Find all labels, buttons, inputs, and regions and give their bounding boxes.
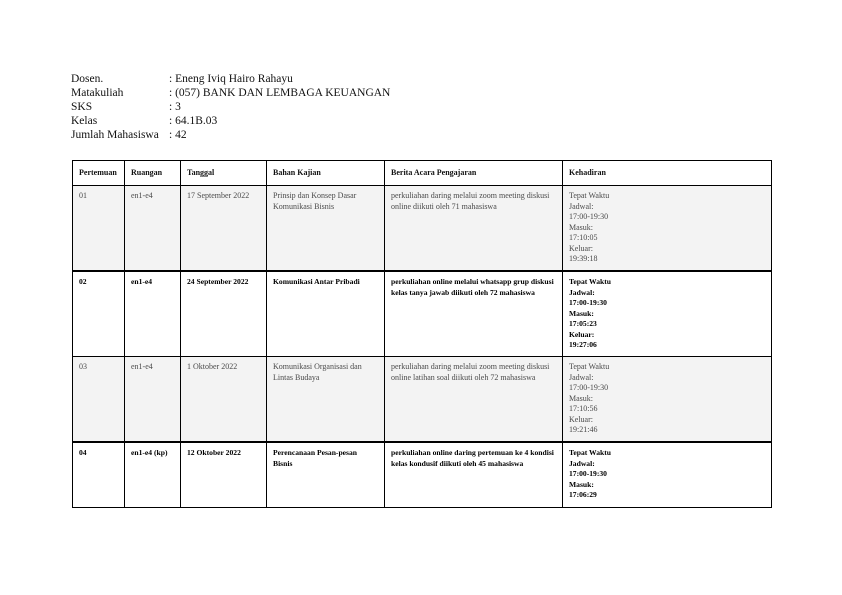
kehadiran-masuk-label: Masuk: (569, 222, 593, 232)
kelas-value: : 64.1B.03 (169, 115, 218, 127)
cell-tanggal: 24 September 2022 (181, 271, 267, 357)
cell-kehadiran (563, 357, 772, 443)
matakuliah-value: : (057) BANK DAN LEMBAGA KEUANGAN (169, 87, 391, 99)
column-header-kehadiran: Kehadiran (563, 161, 772, 186)
cell-bahan-kajian: Prinsip dan Konsep Dasar Komunikasi Bisnis (267, 186, 385, 272)
cell-bahan-kajian: Komunikasi Antar Pribadi (267, 271, 385, 357)
column-header-pertemuan: Pertemuan (73, 161, 125, 186)
cell-pertemuan: 04 (73, 442, 125, 508)
table-row (73, 442, 772, 508)
cell-ruangan: en1-e4 (125, 271, 181, 357)
cell-berita-acara: perkuliahan online daring pertemuan ke 4 kondisi kelas kondusif diikuti oleh 45 mahasiswa (385, 442, 563, 508)
kehadiran-masuk-label: Masuk: (569, 393, 593, 403)
kehadiran-masuk-value: 17:05:23 (569, 319, 597, 328)
kehadiran-jadwal-value: 17:00-19:30 (569, 383, 609, 392)
dosen-row (71, 72, 491, 86)
cell-kehadiran (563, 442, 772, 508)
kehadiran-masuk-value: 17:06:29 (569, 490, 597, 499)
kehadiran-status: Tepat Waktu (569, 448, 611, 457)
kehadiran-jadwal-value: 17:00-19:30 (569, 212, 609, 221)
cell-pertemuan: 01 (73, 186, 125, 272)
kehadiran-jadwal-label: Jadwal: (569, 287, 595, 297)
jumlah-mahasiswa-label: Jumlah Mahasiswa (71, 129, 159, 141)
table-header-row (73, 161, 772, 186)
cell-berita-acara: perkuliahan daring melalui zoom meeting diskusi online latihan soal diikuti oleh 72 mahasiswa (385, 357, 563, 443)
kehadiran-jadwal-value: 17:00-19:30 (569, 469, 607, 478)
cell-bahan-kajian: Perencanaan Pesan-pesan Bisnis (267, 442, 385, 508)
cell-bahan-kajian: Komunikasi Organisasi dan Lintas Budaya (267, 357, 385, 443)
cell-kehadiran (563, 271, 772, 357)
sks-value: : 3 (169, 101, 181, 113)
cell-pertemuan: 02 (73, 271, 125, 357)
dosen-label: Dosen. (71, 73, 104, 85)
kelas-row (71, 114, 491, 128)
attendance-table (72, 160, 772, 508)
jumlah-mahasiswa-value: : 42 (169, 129, 187, 141)
kehadiran-jadwal-label: Jadwal: (569, 201, 594, 211)
sks-row (71, 100, 491, 114)
kehadiran-keluar-value: 19:39:18 (569, 254, 598, 263)
kelas-label: Kelas (71, 115, 98, 127)
cell-berita-acara: perkuliahan daring melalui zoom meeting diskusi online diikuti oleh 71 mahasiswa (385, 186, 563, 272)
column-header-bahan-kajian: Bahan Kajian (267, 161, 385, 186)
kehadiran-masuk-label: Masuk: (569, 308, 594, 318)
kehadiran-masuk-value: 17:10:05 (569, 233, 598, 242)
sks-label: SKS (71, 101, 93, 113)
kehadiran-status: Tepat Waktu (569, 191, 610, 200)
column-header-berita-acara: Berita Acara Pengajaran (385, 161, 563, 186)
kehadiran-keluar-label: Keluar: (569, 329, 595, 339)
cell-tanggal: 1 Oktober 2022 (181, 357, 267, 443)
kehadiran-keluar-label: Keluar: (569, 243, 593, 253)
kehadiran-keluar-label: Keluar: (569, 414, 593, 424)
kehadiran-masuk-value: 17:10:56 (569, 404, 598, 413)
matakuliah-label: Matakuliah (71, 87, 124, 99)
cell-tanggal: 17 September 2022 (181, 186, 267, 272)
cell-ruangan: en1-e4 (kp) (125, 442, 181, 508)
table-row (73, 271, 772, 357)
kehadiran-jadwal-label: Jadwal: (569, 458, 595, 468)
cell-pertemuan: 03 (73, 357, 125, 443)
jumlah-mahasiswa-row (71, 128, 491, 142)
column-header-ruangan: Ruangan (125, 161, 181, 186)
cell-tanggal: 12 Oktober 2022 (181, 442, 267, 508)
kehadiran-jadwal-value: 17:00-19:30 (569, 298, 607, 307)
cell-ruangan: en1-e4 (125, 186, 181, 272)
kehadiran-jadwal-label: Jadwal: (569, 372, 594, 382)
table-row (73, 357, 772, 443)
dosen-value: : Eneng Iviq Hairo Rahayu (169, 73, 293, 85)
cell-ruangan: en1-e4 (125, 357, 181, 443)
matakuliah-row (71, 86, 491, 100)
kehadiran-keluar-value: 19:27:06 (569, 340, 597, 349)
course-info (71, 72, 491, 142)
column-header-tanggal: Tanggal (181, 161, 267, 186)
kehadiran-status: Tepat Waktu (569, 362, 610, 371)
cell-berita-acara: perkuliahan online melalui whatsapp grup diskusi kelas tanya jawab diikuti oleh 72 mahasiswa (385, 271, 563, 357)
kehadiran-status: Tepat Waktu (569, 277, 611, 286)
table-row (73, 186, 772, 272)
kehadiran-masuk-label: Masuk: (569, 479, 594, 489)
cell-kehadiran (563, 186, 772, 272)
kehadiran-keluar-value: 19:21:46 (569, 425, 598, 434)
